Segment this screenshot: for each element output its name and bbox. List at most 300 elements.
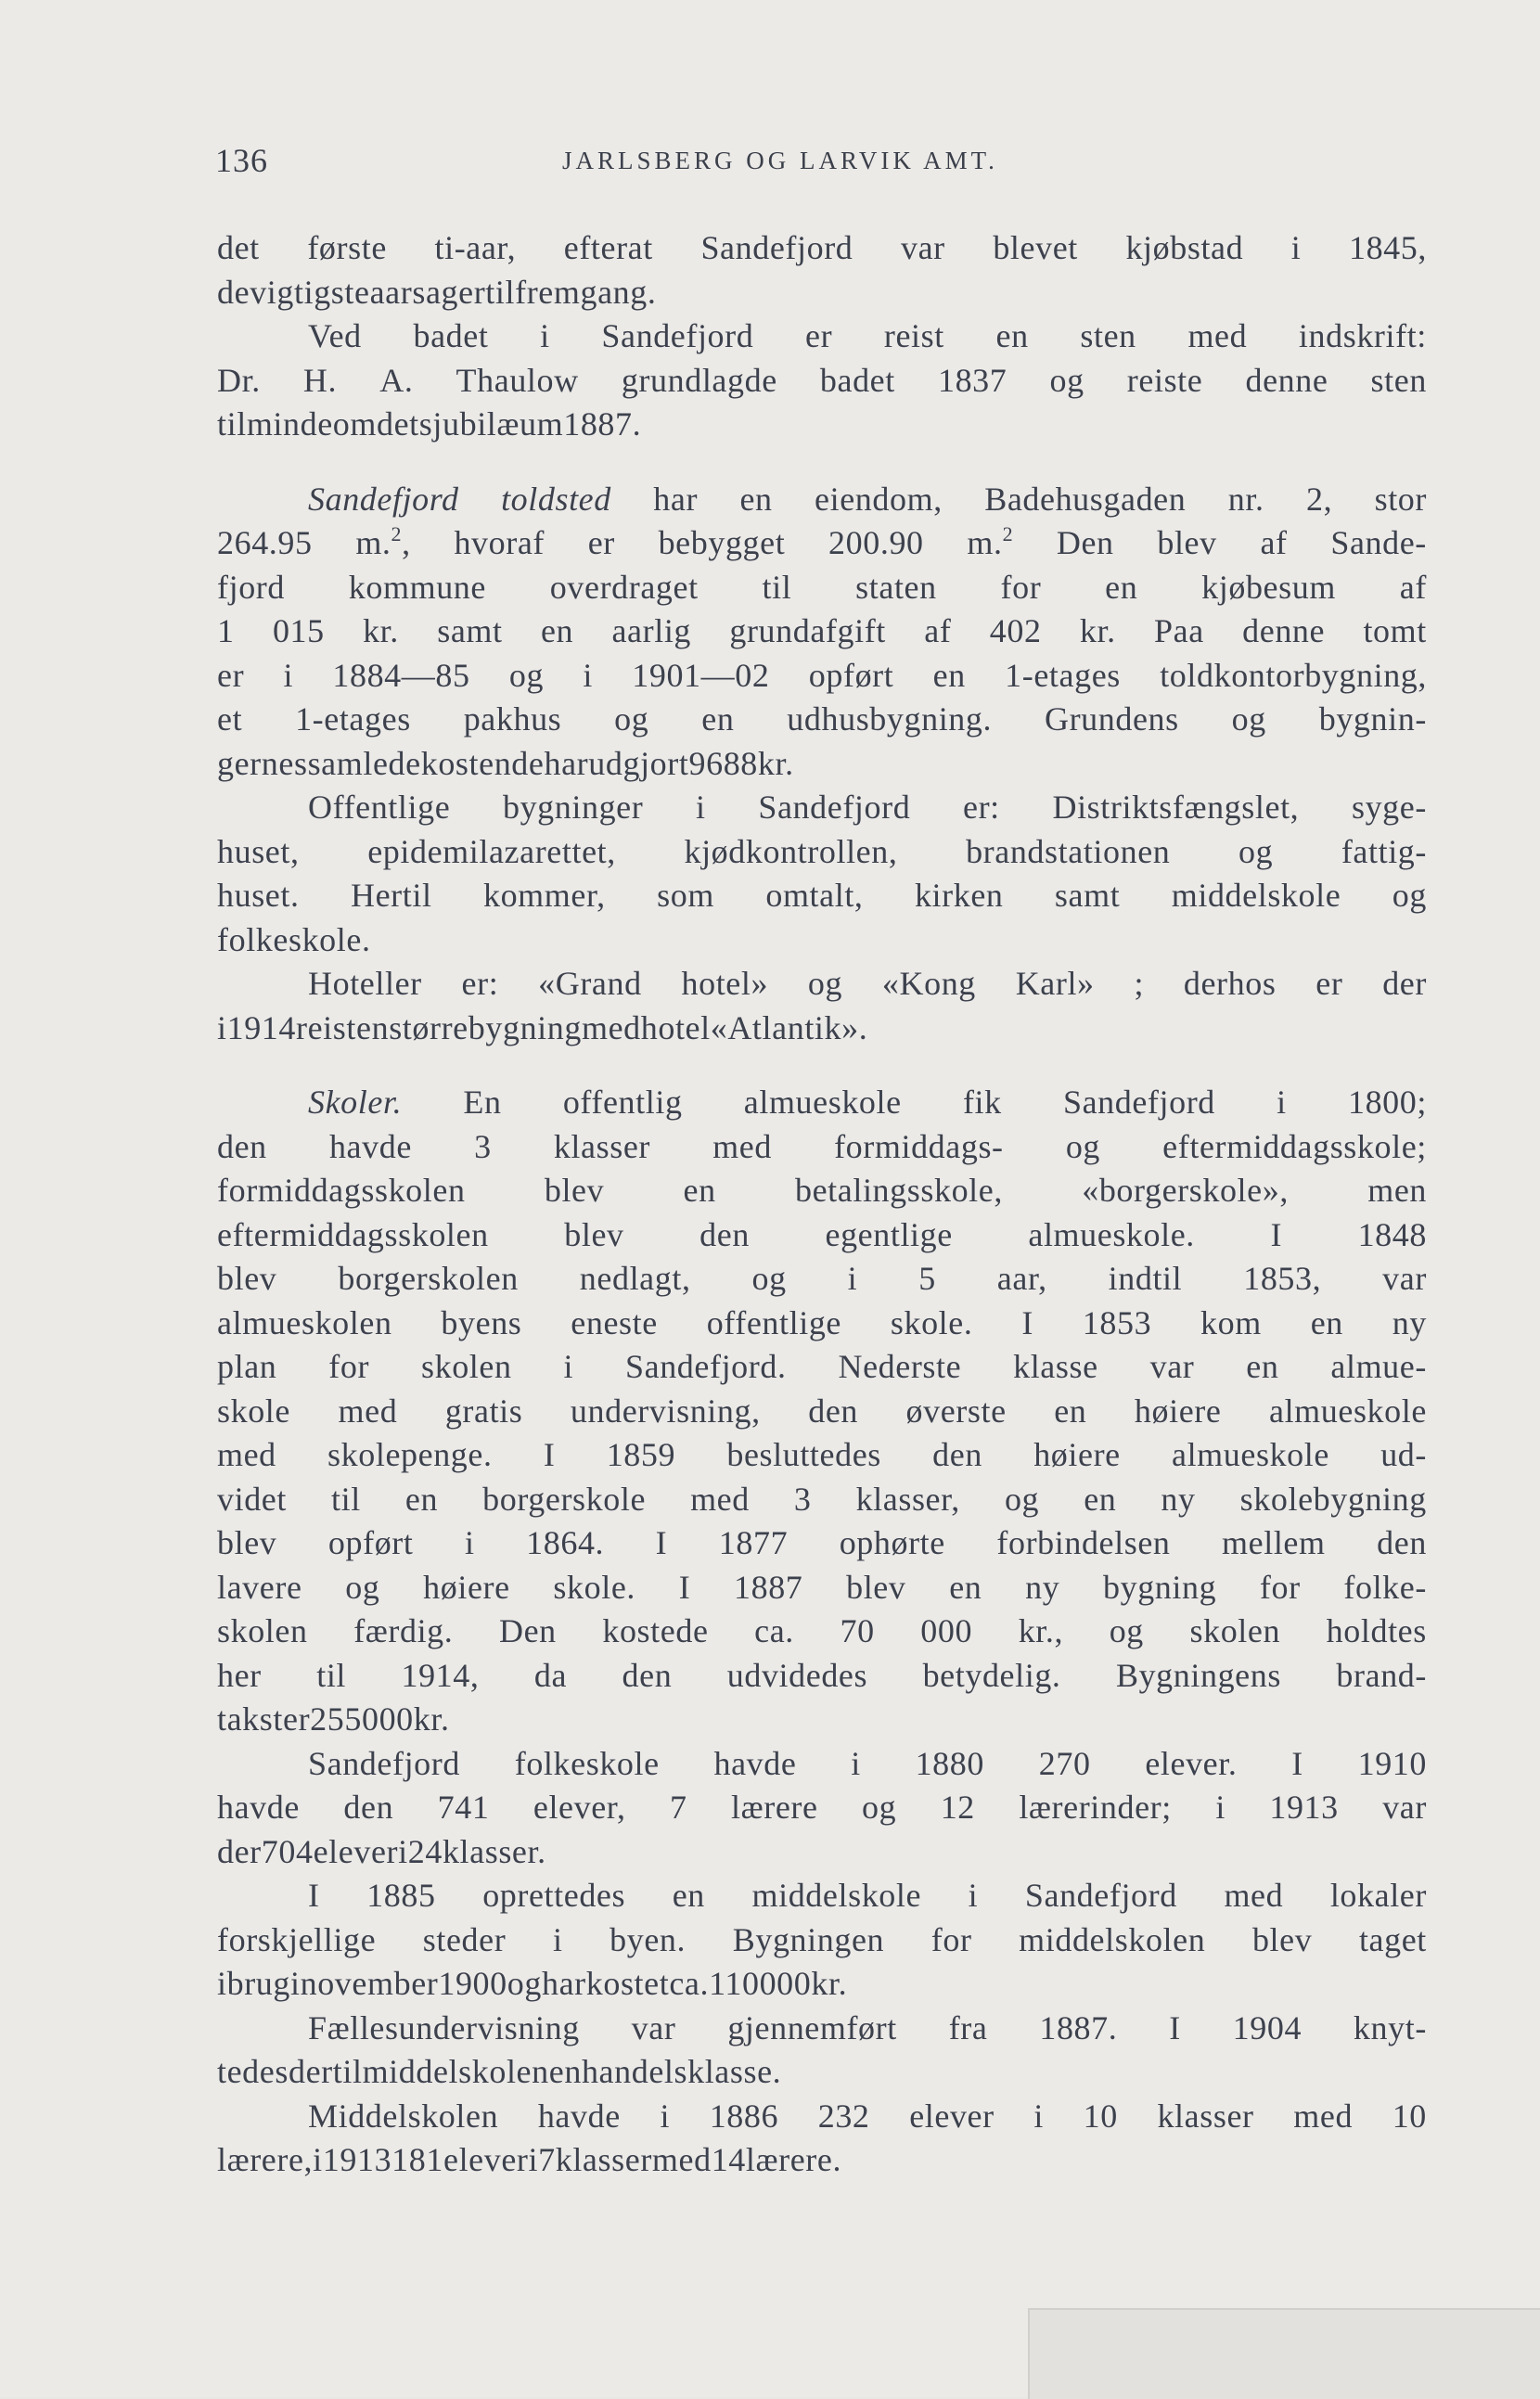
word: 1864. (526, 1524, 605, 1561)
word: med (1224, 1877, 1284, 1914)
word: i (1215, 1789, 1226, 1826)
word: almueskole (1268, 1392, 1427, 1430)
text-line (217, 874, 1427, 918)
word: Middelskolen (308, 2097, 499, 2135)
word: en (739, 480, 773, 518)
word: en (356, 1008, 390, 1046)
word: i (1290, 229, 1302, 266)
word: overdraget (549, 568, 699, 606)
word: første (307, 229, 387, 266)
word: blev (544, 1172, 605, 1209)
word: for (1000, 568, 1042, 606)
word: Hertil (351, 877, 432, 914)
word: lærere, (217, 2141, 314, 2178)
word: ny (1161, 1480, 1196, 1518)
word: udgjort (588, 744, 689, 782)
word: 1913 (1269, 1789, 1339, 1826)
word: middelskolen (362, 2053, 549, 2090)
word: Paa (1154, 612, 1204, 649)
word: høiere (1134, 1392, 1222, 1430)
word: plan (217, 1348, 277, 1385)
word: I (543, 1436, 556, 1473)
word: om (332, 405, 377, 443)
word: 1-etages (1005, 656, 1121, 694)
text-line (217, 1125, 1427, 1170)
word: forskjellige (217, 1920, 377, 1958)
word: og (1049, 361, 1084, 399)
word: og (508, 656, 545, 694)
word: huset, (217, 832, 300, 870)
word: taget (1358, 1920, 1427, 1958)
word: bebygget (658, 524, 786, 561)
word: Bygningen (732, 1920, 885, 1958)
word: til (332, 2053, 363, 2090)
word: opført (327, 1524, 414, 1561)
word: Karl» (1015, 965, 1095, 1002)
word: kommer, (482, 877, 606, 914)
text-line (217, 1830, 1427, 1875)
word: 12 (940, 1789, 975, 1826)
running-title: JARLSBERG OG LARVIK AMT. (562, 147, 998, 174)
word: havde (713, 1744, 797, 1782)
word: i (563, 1348, 574, 1385)
text-line (217, 1302, 1427, 1346)
word: Dr. (217, 361, 261, 399)
word: almueskole. (1028, 1215, 1195, 1253)
text-line (217, 1169, 1427, 1213)
word: og (751, 1260, 787, 1297)
word: med (581, 1008, 641, 1046)
word: offentlig (562, 1084, 683, 1121)
word: en (540, 612, 574, 649)
word: 1859 (606, 1436, 676, 1473)
word: har (653, 480, 699, 518)
word: eftermiddagsskolen (217, 1215, 489, 1253)
word: i (660, 2097, 671, 2135)
text-line (217, 1610, 1427, 1654)
text-line (217, 2095, 1427, 2139)
word: 688 (706, 744, 758, 782)
word: kr. (1079, 612, 1116, 649)
word: til (217, 405, 247, 443)
word: havde (217, 1789, 300, 1826)
word: eneste (571, 1303, 658, 1341)
word: Sandefjord (758, 789, 911, 826)
word: tomt (1363, 612, 1427, 649)
word: 7 (538, 2141, 556, 2178)
word: En (463, 1084, 502, 1121)
word: toldsted (501, 480, 611, 518)
word: stor (1374, 480, 1427, 518)
word: denne (1242, 612, 1326, 649)
word: havde (328, 1127, 412, 1165)
word: 181 (391, 2141, 443, 2178)
word: 1900 (438, 1965, 507, 2002)
word: og (807, 965, 843, 1002)
word: der (288, 2053, 333, 2090)
word: grundlagde (621, 361, 777, 399)
word: lærerinder; (1019, 1789, 1172, 1826)
word: Den (1056, 524, 1114, 561)
word: bygnin- (1318, 700, 1427, 738)
text-line (217, 654, 1427, 699)
word: borgerskole (482, 1480, 647, 1518)
word: en (701, 700, 735, 738)
word: i (552, 1920, 563, 1958)
paragraph-gap (217, 447, 1427, 478)
word: 1910 (1357, 1744, 1427, 1782)
word: elever (909, 2097, 995, 2135)
word: 70 (840, 1612, 875, 1649)
word: og (1065, 1127, 1101, 1165)
word: og (1392, 877, 1427, 914)
word: i (696, 789, 706, 826)
word: i (583, 656, 593, 694)
word: almueskole (743, 1084, 902, 1121)
word: elever, (533, 1789, 626, 1826)
text-line (217, 918, 1427, 963)
word: en (404, 1480, 439, 1518)
word: øverste (905, 1392, 1007, 1430)
word: en (548, 2053, 582, 2090)
word: eftermiddagsskole; (1162, 1127, 1427, 1165)
page-edge (1028, 2308, 1540, 2399)
word: færdig. (353, 1612, 454, 1649)
word: I (1169, 2008, 1181, 2046)
word: kom (1200, 1303, 1262, 1341)
body-text (217, 226, 1427, 2183)
word: bygning (468, 1008, 582, 1046)
word: steder (422, 1920, 507, 1958)
word: klasse (1013, 1348, 1098, 1385)
word: I (1291, 1744, 1303, 1782)
word: tedes (217, 2053, 289, 2090)
word: Thaulow (456, 361, 579, 399)
word: formiddagsskolen (217, 1172, 466, 1209)
word: klasser (1157, 2097, 1254, 2135)
word: det (217, 229, 260, 266)
word: som (657, 877, 714, 914)
word: 1800; (1347, 1084, 1427, 1121)
word: og (345, 1568, 380, 1606)
word: forbindelsen (996, 1524, 1171, 1561)
word: 3 (474, 1127, 492, 1165)
word: 015 (272, 612, 325, 649)
word: kr. (363, 612, 399, 649)
word: 10 (1083, 2097, 1118, 2135)
word: folkeskole (514, 1744, 660, 1782)
word: kommune (348, 568, 486, 606)
word: var (900, 229, 945, 266)
word: nr. (1227, 480, 1264, 518)
word: 1837 (937, 361, 1007, 399)
text-line (217, 566, 1427, 610)
word: hvoraf (454, 524, 545, 561)
word: 200.90 (828, 524, 924, 561)
text-line (217, 1742, 1427, 1787)
word: «borgerskole», (1082, 1172, 1289, 1209)
word: i (217, 1965, 227, 2002)
word: til (316, 1656, 347, 1694)
paragraph-gap (217, 1050, 1427, 1081)
word: men (1367, 1172, 1427, 1209)
word: 1886 (709, 2097, 779, 2135)
word: byens (441, 1303, 522, 1341)
word: ny (1392, 1303, 1427, 1341)
word: er (283, 1700, 311, 1738)
word: høiere (423, 1568, 510, 1606)
word: syge- (1351, 789, 1427, 826)
word: reiste (1126, 361, 1203, 399)
text-line (217, 609, 1427, 654)
word: formiddags- (834, 1127, 1004, 1165)
word: den (1377, 1524, 1427, 1561)
word: aarlig (611, 612, 692, 649)
word: brug (226, 1965, 290, 2002)
word: en (932, 656, 966, 694)
word: minde (246, 405, 333, 443)
word: opført (808, 656, 894, 694)
word: huset. (217, 877, 300, 914)
word: dets (377, 405, 433, 443)
word: gjennemført (727, 2008, 897, 2046)
word: Ved (308, 317, 362, 354)
word: Sandefjord. (625, 1348, 787, 1385)
word: I (655, 1524, 668, 1561)
word: var (1382, 1789, 1427, 1826)
word: toldkontorbygning, (1160, 656, 1427, 694)
word: kr., (1018, 1612, 1064, 1649)
text-line (217, 962, 1427, 1007)
word: borgerskolen (338, 1260, 519, 1297)
word: skole. (890, 1303, 973, 1341)
word: indtil (1108, 1260, 1183, 1297)
word: 000 (361, 1700, 414, 1738)
text-line (217, 2007, 1427, 2051)
word: november (300, 1965, 439, 2002)
word: og (1231, 700, 1266, 738)
word: holdtes (1326, 1612, 1427, 1649)
word: eiendom, (815, 480, 943, 518)
word: med (712, 1127, 772, 1165)
word: blev (217, 1260, 277, 1297)
word: sten (1370, 361, 1427, 399)
word: lokaler (1329, 1877, 1427, 1914)
word: I (1021, 1303, 1033, 1341)
word: mellem (1222, 1524, 1326, 1561)
word: ti-aar, (434, 229, 517, 266)
word: større (389, 1008, 468, 1046)
word: til (331, 1480, 361, 1518)
word: «Kong (881, 965, 976, 1002)
word: ophørte (839, 1524, 945, 1561)
word: for (328, 1348, 370, 1385)
word: en (1084, 1480, 1117, 1518)
word: reist (883, 317, 944, 354)
word: betydelig. (922, 1656, 1061, 1694)
word: fattig- (1341, 832, 1427, 870)
word: skolepenge. (327, 1436, 493, 1473)
word: i (1033, 2097, 1044, 2135)
word: skole (217, 1392, 290, 1430)
word: i (528, 2141, 539, 2178)
word: var (1382, 1260, 1427, 1297)
word: skolen (217, 1612, 308, 1649)
word: kostede (602, 1612, 709, 1649)
text-line (217, 1081, 1427, 1125)
word: sten (1080, 317, 1136, 354)
word: til (762, 568, 792, 606)
text-line (217, 1698, 1427, 1742)
word: i (398, 1832, 408, 1870)
word: og (1004, 1480, 1040, 1518)
word: Sandefjord (1024, 1877, 1177, 1914)
word: og (862, 1789, 897, 1826)
text-line (217, 521, 1427, 566)
word: Bygningens (1115, 1656, 1281, 1694)
word: med (651, 2141, 712, 2178)
word: Badehusgaden (984, 480, 1187, 518)
word: en (1054, 1392, 1087, 1430)
word: af (924, 612, 952, 649)
text-line (217, 1213, 1427, 1258)
word: var (631, 2008, 676, 2046)
word: egentlige (825, 1215, 953, 1253)
word: 3 (793, 1480, 812, 1518)
word: nedlagt, (579, 1260, 691, 1297)
word: 270 (1038, 1744, 1091, 1782)
word: 1887. (1039, 2008, 1118, 2046)
word: samt (1054, 877, 1121, 914)
word: vigtigste (250, 273, 370, 311)
word: med (1187, 317, 1248, 354)
word: er (805, 317, 833, 354)
word: med (217, 1436, 276, 1473)
word: Sandefjord (308, 1744, 460, 1782)
word: 110 (709, 1965, 760, 2002)
word: i (313, 2141, 323, 2178)
word: I (678, 1568, 691, 1606)
word: middelskole (751, 1877, 922, 1914)
word: der (1382, 965, 1427, 1002)
word: elever. (1145, 1744, 1238, 1782)
word: en (1246, 1348, 1279, 1385)
word: 1848 (1357, 1215, 1427, 1253)
word: der (217, 1832, 262, 1870)
word: pakhus (463, 700, 562, 738)
word: 232 (817, 2097, 870, 2135)
word: gratis (444, 1392, 523, 1430)
word: «Atlantik». (710, 1008, 868, 1046)
word: klasser, (855, 1480, 960, 1518)
word: den (622, 1656, 673, 1694)
word: og (507, 1965, 542, 2002)
text-line (217, 1654, 1427, 1699)
word: epidemilazarettet, (367, 832, 616, 870)
word: 255 (310, 1700, 362, 1738)
word: kr. (757, 744, 794, 782)
word: indskrift: (1298, 317, 1427, 354)
word: er (217, 656, 245, 694)
word: I (308, 1877, 320, 1914)
word: en (672, 1877, 705, 1914)
word: Sandefjord (601, 317, 754, 354)
word: 1853 (1082, 1303, 1152, 1341)
word: fjord (217, 568, 285, 606)
word: 10 (1392, 2097, 1427, 2135)
text-line (217, 2050, 1427, 2095)
word: folke- (1343, 1568, 1427, 1606)
word: samlede (307, 744, 421, 782)
word: 1877 (718, 1524, 789, 1561)
word: da (533, 1656, 568, 1694)
word: 1-etages (295, 700, 411, 738)
word: 402 (989, 612, 1042, 649)
word: en (683, 1172, 716, 1209)
word: samt (437, 612, 503, 649)
word: Sandefjord (308, 480, 459, 518)
word: ca. (669, 1965, 710, 2002)
word: af (1260, 524, 1288, 561)
word: H. (302, 361, 338, 399)
word: med (1293, 2097, 1354, 2135)
word: med (338, 1392, 398, 1430)
word: den (808, 1392, 858, 1430)
word: 14 (711, 2141, 746, 2178)
word: blev (564, 1215, 624, 1253)
word: blevet (993, 229, 1078, 266)
word: 7 (670, 1789, 687, 1826)
word: 24 (407, 1832, 443, 1870)
word: m.$^2$ (967, 522, 1014, 561)
word: i (283, 656, 294, 694)
word: blev (1157, 524, 1217, 561)
word: og (614, 700, 649, 738)
word: m.$^2$, (355, 522, 411, 561)
word: A. (379, 361, 414, 399)
text-line (217, 1874, 1427, 1918)
word: Grundens (1044, 700, 1179, 738)
word: ny (1025, 1568, 1060, 1606)
word: kjøbstad (1125, 229, 1244, 266)
word: i (847, 1260, 858, 1297)
word: bygninger (502, 789, 644, 826)
word: almueskole (1172, 1436, 1329, 1473)
word: kr. (811, 1965, 848, 2002)
word: 704 (261, 1832, 314, 1870)
word: et (217, 700, 243, 738)
word: gernes (217, 744, 308, 782)
word: skolen (420, 1348, 512, 1385)
word: Fællesundervisning (308, 2008, 580, 2046)
word: udhusbygning. (787, 700, 993, 738)
text-line (217, 1433, 1427, 1478)
word: I (1270, 1215, 1283, 1253)
word: «Grand (538, 965, 642, 1002)
word: for (1259, 1568, 1301, 1606)
word: en (1105, 568, 1138, 606)
text-line (217, 271, 1427, 315)
text-line (217, 478, 1427, 522)
word: i (968, 1877, 979, 1914)
word: 1887. (563, 405, 642, 443)
word: fik (962, 1084, 1002, 1121)
word: er: (461, 965, 499, 1002)
word: lærere. (745, 2141, 842, 2178)
word: i (465, 1524, 475, 1561)
text-line (217, 1566, 1427, 1610)
word: besluttedes (726, 1436, 881, 1473)
